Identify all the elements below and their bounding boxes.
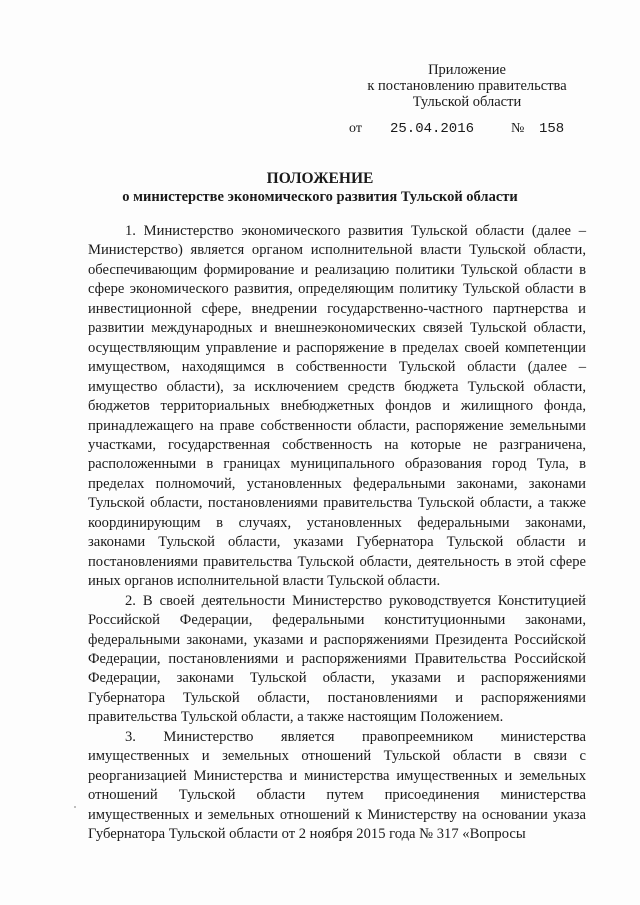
paragraph-2: 2. В своей деятельности Министерство руководствуется Конституцией Российской Федерации, федеральными конституционными законами, федеральными законами, указами и распоряжениями Президента Российской Федерации, постановлениями и распоряжениями Правительства Российской Федерации, законами Тульской области, указами и распоряжениями Губернатора Тульской области, постановлениями и распоряжениями правительства Тульской области, а также настоящим Положением. bbox=[88, 592, 586, 726]
number-label: № bbox=[511, 121, 525, 136]
document-subtitle: о министерстве экономического развития Тульской области bbox=[122, 189, 518, 205]
resolution-number: 158 bbox=[539, 121, 565, 137]
paragraph-3: 3. Министерство является правопреемником министерства имущественных и земельных отношений Тульской области в связи с реорганизацией Министерства и министерства имущественных и земельных отношений Тульской области путем присоединения министерства имущественных и земельных отношений к Министерству на основании указа Губернатора Тульской области от 2 ноября 2015 года № 317 «Вопросы bbox=[88, 728, 586, 843]
scan-speck bbox=[74, 806, 76, 808]
document-title: ПОЛОЖЕНИЕ bbox=[266, 170, 374, 187]
resolution-date: 25.04.2016 bbox=[390, 121, 475, 137]
document-body bbox=[88, 222, 586, 845]
resolution-dateline bbox=[349, 121, 589, 139]
appendix-line: к постановлению правительства bbox=[367, 78, 567, 94]
date-label: от bbox=[349, 121, 362, 136]
appendix-line: Тульской области bbox=[412, 94, 522, 110]
appendix-header bbox=[352, 62, 582, 110]
appendix-line: Приложение bbox=[428, 62, 506, 78]
paragraph-1: 1. Министерство экономического развития Тульской области (далее – Министерство) является органом исполнительной власти Тульской области, обеспечивающим формирование и реализацию политики Тульской области в сфере экономического развития, определяющим политику Тульской области в инвестиционной сфере, внедрении государственно-частного партнерства и развитии международных и внешнеэкономических связей Тульской области, осуществляющим управление и распоряжение в пределах своей компетенции имуществом, находящимся в собственности Тульской области (далее – имущество области), за исключением средств бюджета Тульской области, бюджетов территориальных внебюджетных фондов и жилищного фонда, принадлежащего на праве собственности области, распоряжение земельными участками, государственная собственность на которые не разграничена, расположенными в границах муниципального образования город Тула, в пределах полномочий, установленных федеральными законами, законами Тульской области, постановлениями правительства Тульской области, а также координирующим в случаях, установленных федеральными законами, законами Тульской области, указами Губернатора Тульской области и постановлениями правительства Тульской области, деятельность в этой сфере иных органов исполнительной власти Тульской области. bbox=[88, 223, 586, 590]
